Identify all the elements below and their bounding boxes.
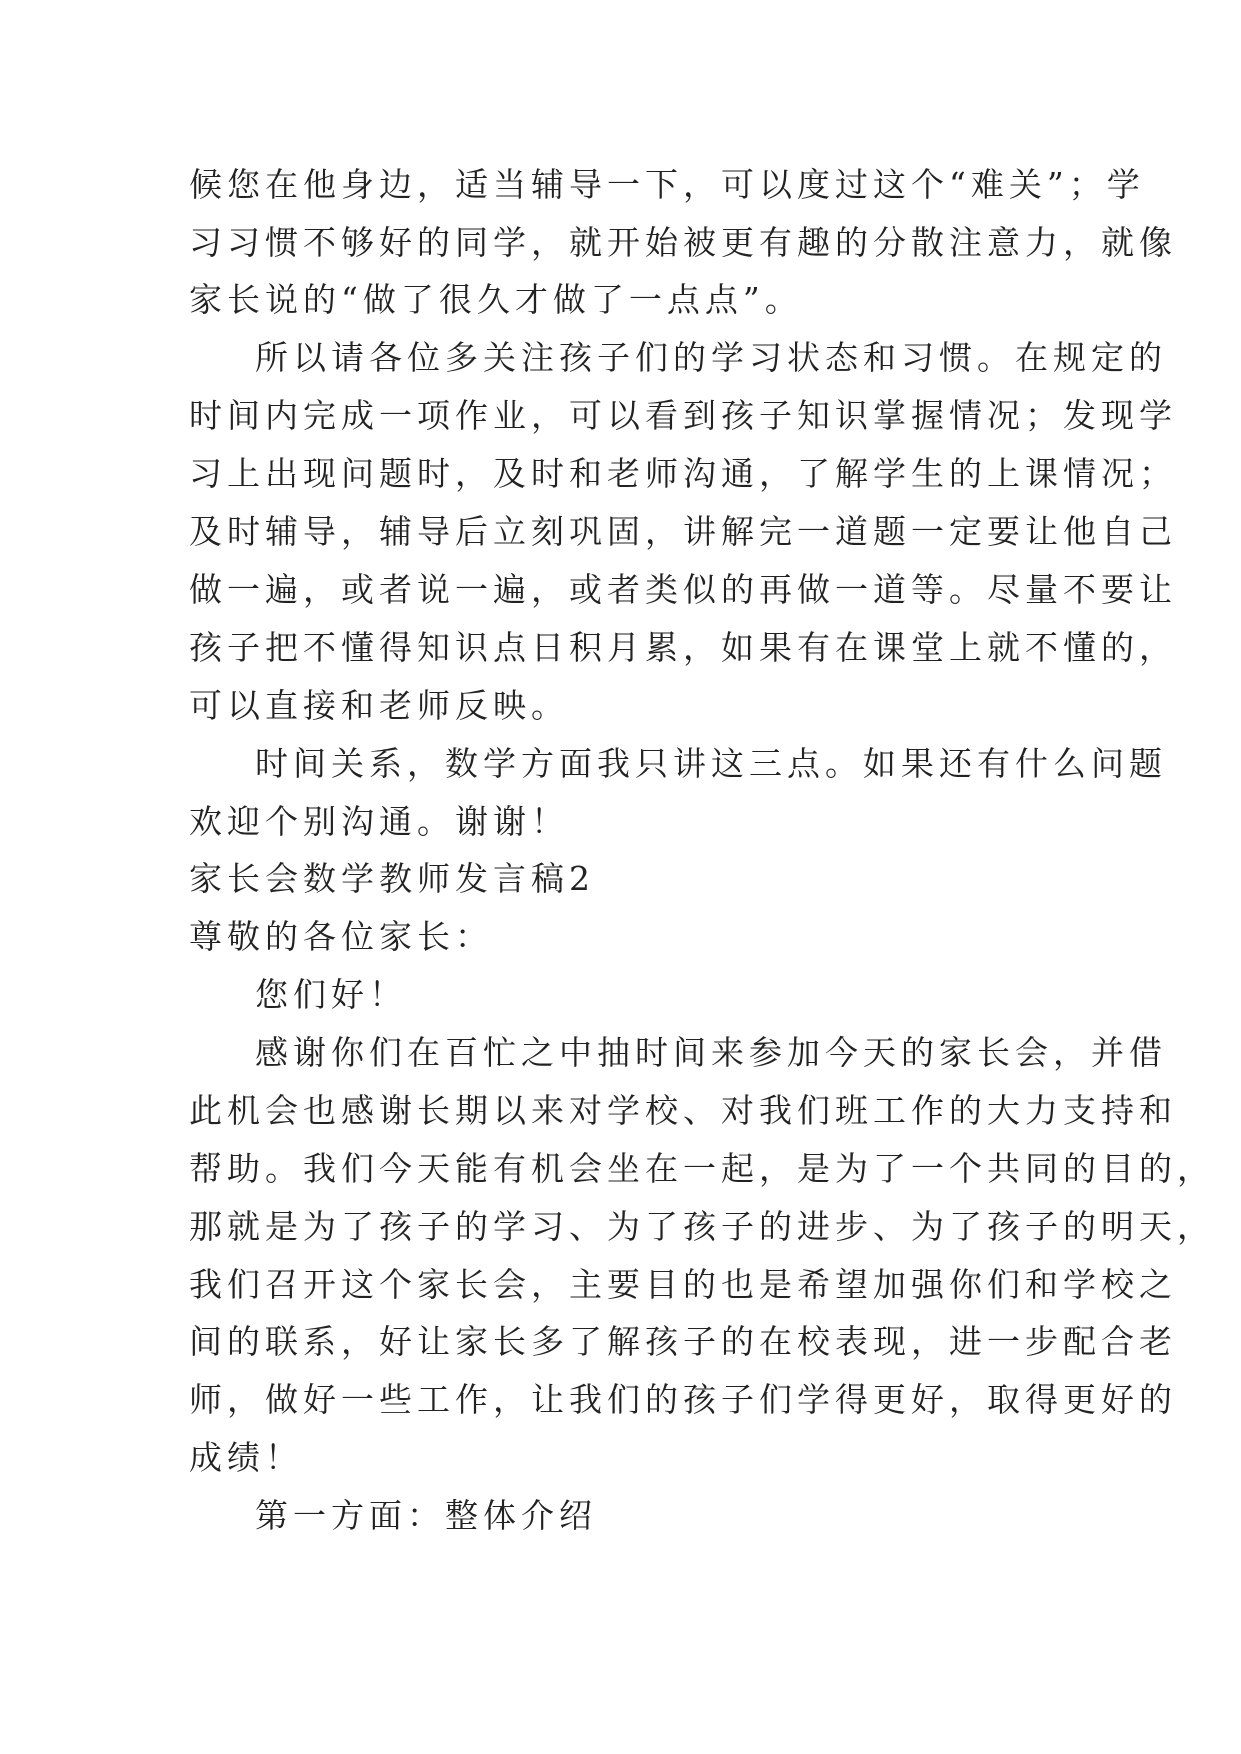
paragraph-line: 欢迎个别沟通。谢谢！ [189,802,569,841]
paragraph-line: 候您在他身边，适当辅导一下，可以度过这个“难关”；学 [189,165,1145,204]
paragraph-line: 此机会也感谢长期以来对学校、对我们班工作的大力支持和 [189,1091,1177,1130]
paragraph-line: 时间关系，数学方面我只讲这三点。如果还有什么问题 [255,744,1167,783]
section-heading: 家长会数学教师发言稿2 [189,859,595,898]
paragraph-line: 感谢你们在百忙之中抽时间来参加今天的家长会，并借 [255,1033,1167,1072]
salutation: 尊敬的各位家长： [189,917,493,956]
paragraph-line: 我们召开这个家长会，主要目的也是希望加强你们和学校之 [189,1265,1177,1304]
paragraph-line: 那就是为了孩子的学习、为了孩子的进步、为了孩子的明天， [189,1207,1215,1246]
paragraph-line: 习习惯不够好的同学，就开始被更有趣的分散注意力，就像 [189,223,1177,262]
subsection-heading: 第一方面：整体介绍 [255,1496,597,1535]
paragraph-line: 习上出现问题时，及时和老师沟通，了解学生的上课情况； [189,454,1177,493]
paragraph-line: 所以请各位多关注孩子们的学习状态和习惯。在规定的 [255,338,1167,377]
paragraph-line: 及时辅导，辅导后立刻巩固，讲解完一道题一定要让他自己 [189,512,1177,551]
paragraph-line: 家长说的“做了很久才做了一点点”。 [189,280,803,319]
paragraph-line: 师，做好一些工作，让我们的孩子们学得更好，取得更好的 [189,1380,1177,1419]
paragraph-line: 做一遍，或者说一遍，或者类似的再做一道等。尽量不要让 [189,570,1177,609]
paragraph-line: 时间内完成一项作业，可以看到孩子知识掌握情况；发现学 [189,396,1177,435]
paragraph-line: 可以直接和老师反映。 [189,686,569,725]
paragraph-line: 成绩！ [189,1438,303,1477]
paragraph-line: 孩子把不懂得知识点日积月累，如果有在课堂上就不懂的， [189,628,1177,667]
paragraph-line: 帮助。我们今天能有机会坐在一起，是为了一个共同的目的， [189,1149,1215,1188]
paragraph-line: 间的联系，好让家长多了解孩子的在校表现，进一步配合老 [189,1322,1177,1361]
greeting: 您们好！ [255,975,407,1014]
